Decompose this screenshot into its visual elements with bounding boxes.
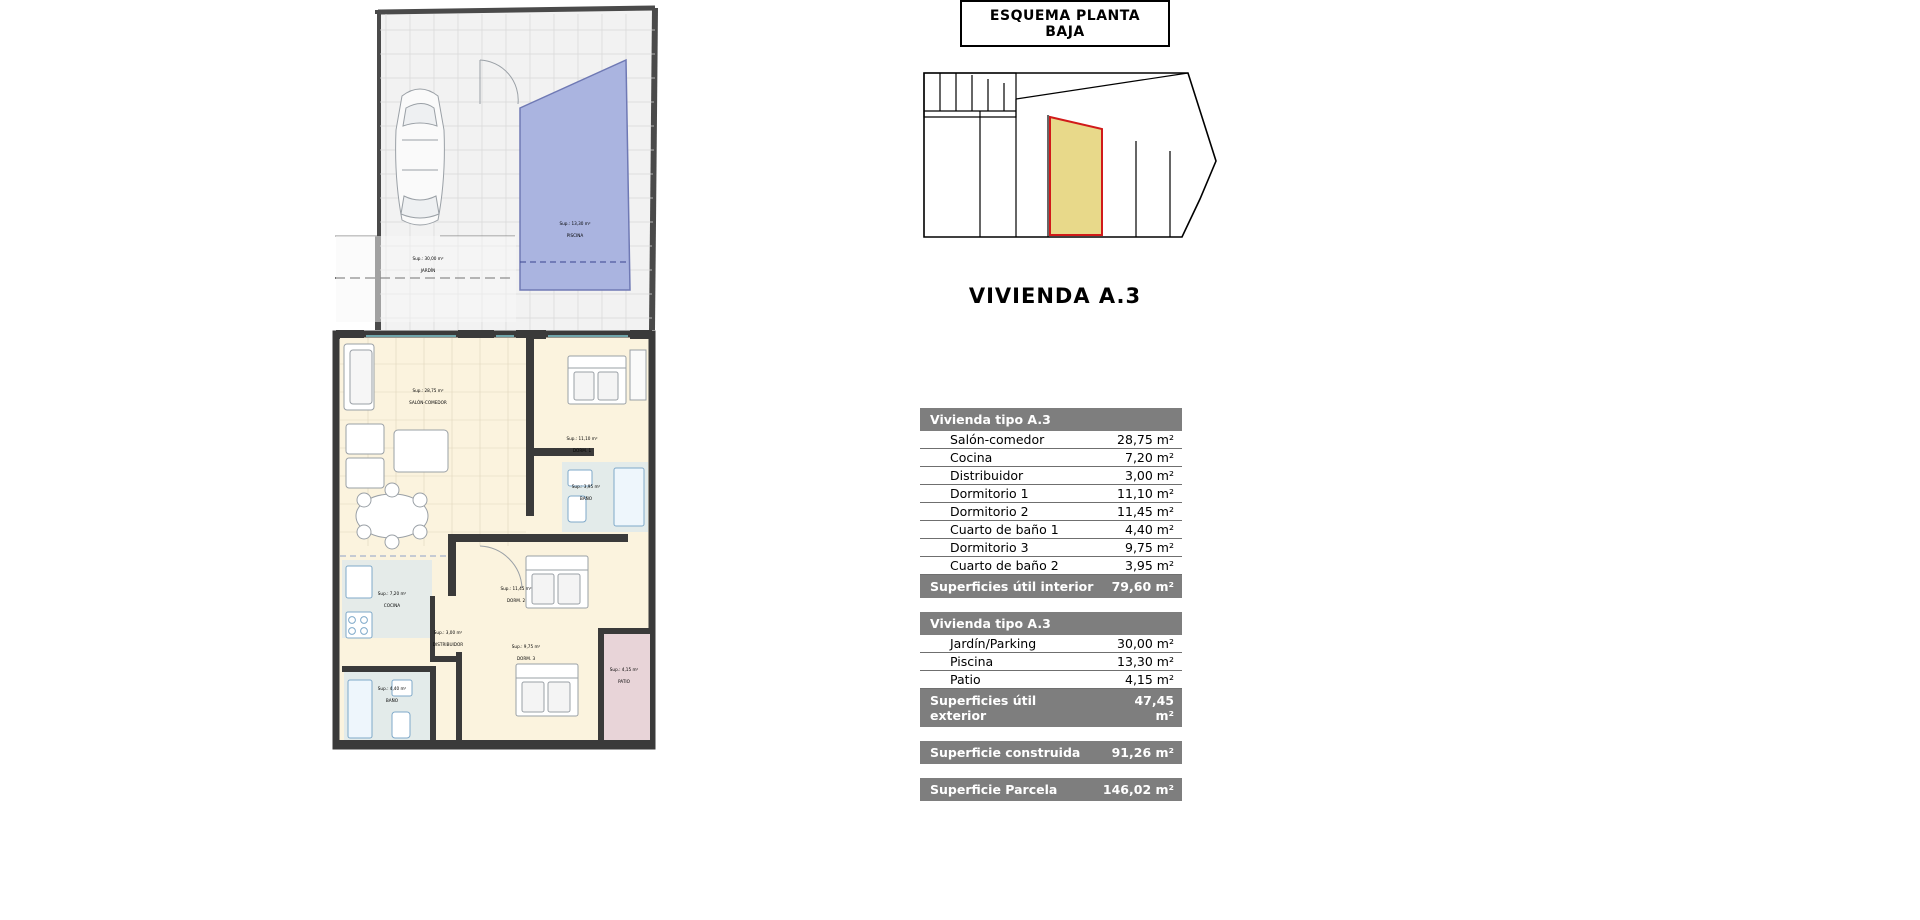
room-label-jardin-sup: Sup.: 30,00 m² [412, 256, 444, 261]
row-value: 3,00 m² [1102, 467, 1182, 485]
row-label: Dormitorio 3 [920, 539, 1102, 557]
row-label: Salón-comedor [920, 431, 1102, 449]
row-label: Piscina [920, 653, 1102, 671]
room-label-cocina-name: COCINA [383, 603, 401, 608]
row-label: Cocina [920, 449, 1102, 467]
room-label-dorm1-name: DORM. 1 [572, 448, 592, 453]
row-value: 7,20 m² [1102, 449, 1182, 467]
room-label-bano2-name: BAÑO [385, 698, 399, 703]
row-value: 9,75 m² [1102, 539, 1182, 557]
construida-value: 91,26 m² [1097, 741, 1182, 764]
row-label: Cuarto de baño 1 [920, 521, 1102, 539]
exterior-surface-table [920, 612, 1182, 727]
row-value: 11,10 m² [1102, 485, 1182, 503]
row-value: 3,95 m² [1102, 557, 1182, 575]
parcela-value: 146,02 m² [1082, 778, 1182, 801]
exterior-table-header: Vivienda tipo A.3 [920, 612, 1182, 635]
room-label-piscina-sup: Sup.: 13,30 m² [559, 221, 591, 226]
superficie-construida-table [920, 741, 1182, 764]
room-label-bano1-name: BAÑO [579, 496, 593, 501]
room-label-patio-sup: Sup.: 4,15 m² [609, 667, 639, 672]
row-value: 4,15 m² [1102, 671, 1182, 689]
room-label-salon-name: SALÓN-COMEDOR [409, 400, 447, 405]
room-label-dorm3-sup: Sup.: 9,75 m² [511, 644, 541, 649]
car-icon [396, 89, 445, 225]
site-key-map [920, 69, 1250, 278]
row-value: 28,75 m² [1102, 431, 1182, 449]
row-label: Jardín/Parking [920, 635, 1102, 653]
floor-plan-drawing [330, 0, 660, 755]
exterior-total-label: Superficies útil exterior [920, 689, 1102, 728]
interior-total-label: Superficies útil interior [920, 575, 1102, 599]
row-label: Distribuidor [920, 467, 1102, 485]
room-label-dorm2-name: DORM. 2 [506, 598, 526, 603]
room-label-piscina-name: PISCINA [566, 233, 584, 238]
row-value: 13,30 m² [1102, 653, 1182, 671]
room-label-distribuidor-sup: Sup.: 3,00 m² [433, 630, 463, 635]
exterior-total-value: 47,45 m² [1102, 689, 1182, 728]
room-label-bano2-sup: Sup.: 4,40 m² [377, 686, 407, 691]
row-label: Dormitorio 2 [920, 503, 1102, 521]
room-label-jardin-name: JARDÍN [420, 268, 436, 273]
room-label-dorm1-sup: Sup.: 11,10 m² [566, 436, 598, 441]
interior-total-value: 79,60 m² [1102, 575, 1182, 599]
outdoor-area [335, 8, 655, 330]
room-label-distribuidor-name: DISTRIBUIDOR [432, 642, 464, 647]
row-label: Patio [920, 671, 1102, 689]
row-label: Cuarto de baño 2 [920, 557, 1102, 575]
room-label-patio-name: PATIO [618, 679, 630, 684]
esquema-planta-baja-title: ESQUEMA PLANTA BAJA [960, 0, 1170, 47]
row-label: Dormitorio 1 [920, 485, 1102, 503]
interior-table-header: Vivienda tipo A.3 [920, 408, 1182, 431]
construida-label: Superficie construida [920, 741, 1097, 764]
room-label-dorm2-sup: Sup.: 11,45 m² [500, 586, 532, 591]
room-label-salon-sup: Sup.: 28,75 m² [412, 388, 444, 393]
parcela-label: Superficie Parcela [920, 778, 1082, 801]
room-label-cocina-sup: Sup.: 7,20 m² [377, 591, 407, 596]
vivienda-label: VIVIENDA A.3 [968, 284, 1142, 308]
row-value: 11,45 m² [1102, 503, 1182, 521]
row-value: 4,40 m² [1102, 521, 1182, 539]
room-label-bano1-sup: Sup.: 3,95 m² [571, 484, 601, 489]
row-value: 30,00 m² [1102, 635, 1182, 653]
superficie-parcela-table [920, 778, 1182, 801]
room-label-dorm3-name: DORM. 3 [516, 656, 536, 661]
interior-surface-table [920, 408, 1182, 598]
